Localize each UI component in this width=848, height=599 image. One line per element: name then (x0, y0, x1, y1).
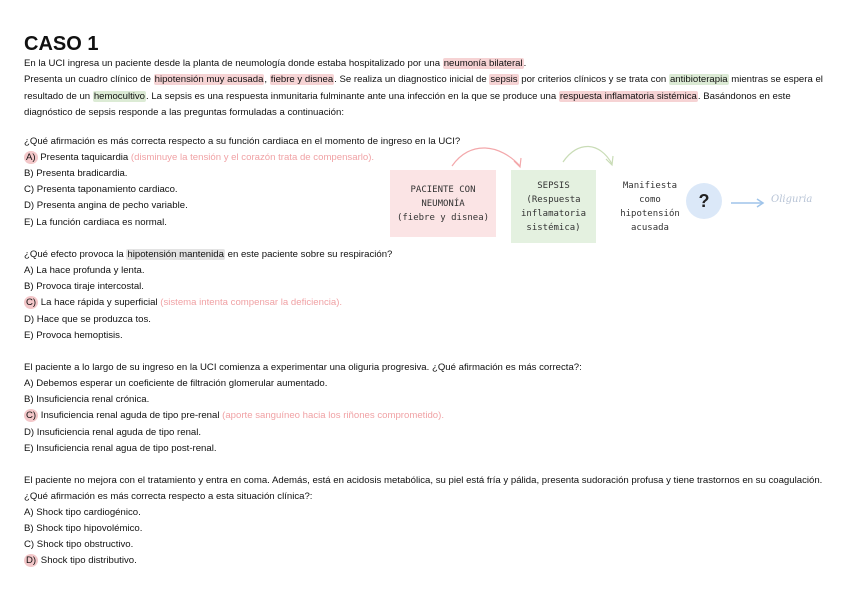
question-text: ¿Qué efecto provoca la (24, 249, 127, 260)
option-text: Shock tipo distributivo. (38, 555, 137, 566)
diagram-box-sepsis (511, 170, 596, 243)
option-letter: B) (24, 168, 34, 179)
option-letter: B) (24, 394, 34, 405)
highlight-respuesta: respuesta inflamatoria sistémica (559, 90, 697, 102)
box-line: inflamatoria (520, 208, 587, 219)
option-letter: D) (24, 427, 35, 438)
intro-text: . Se realiza un diagnostico inicial de (334, 74, 490, 86)
option-text: Shock tipo obstructivo. (34, 539, 134, 550)
option-text: Shock tipo hipovolémico. (33, 523, 143, 534)
option-text: La función cardiaca es normal. (33, 217, 167, 228)
box-line: SEPSIS (537, 180, 570, 191)
option-text: Insuficiencia renal aguda de tipo renal. (34, 427, 202, 438)
q3-option-a (24, 376, 327, 392)
case-title: CASO 1 (24, 33, 99, 55)
question-3: El paciente a lo largo de su ingreso en la UCI comienza a experimentar una oliguria progresiva. ¿Qué afirmación es más correcta?: (24, 362, 582, 373)
box-line: hipotensión (620, 209, 680, 219)
option-text: Hace que se produzca tos. (34, 314, 151, 325)
option-letter: C) (24, 184, 35, 195)
diagram-box-text (620, 179, 680, 235)
box-line: como (639, 195, 661, 205)
question-1: ¿Qué afirmación es más correcta respecto a su función cardiaca en el momento de ingreso en la UCI? (24, 136, 461, 147)
option-text: Presenta angina de pecho variable. (34, 200, 188, 211)
highlight-hipotension: hipotensión muy acusada (154, 74, 264, 86)
option-text: Presenta taquicardia (37, 152, 129, 163)
option-letter: E) (24, 330, 34, 341)
q1-option-a (24, 150, 374, 166)
q3-option-d (24, 425, 201, 441)
option-letter: B) (24, 523, 34, 534)
box-line: PACIENTE CON (410, 184, 476, 195)
option-letter: E) (24, 443, 34, 454)
highlight-neumonia: neumonía bilateral (443, 58, 523, 69)
option-letter: D) (26, 555, 37, 566)
diagram-box-manifiesta (612, 176, 688, 238)
option-letter: D) (24, 314, 35, 325)
option-text: Insuficiencia renal aguda de tipo pre-renal (38, 410, 220, 421)
diagram-box-paciente (390, 170, 496, 237)
intro-text: mientras se espera el resultado de un (24, 74, 823, 102)
q3-option-e (24, 441, 217, 457)
oliguria-label: Oliguria (771, 194, 813, 205)
question-mark-circle: ? (686, 183, 722, 219)
highlight-hipotension-mantenida: hipotensión mantenida (127, 249, 224, 260)
arrow-head-green (606, 156, 613, 165)
option-letter: A) (24, 507, 34, 518)
intro-text: . La sepsis es una respuesta inmunitaria fulminante ante una infección en la que se produce una (146, 90, 559, 102)
option-text: Debemos esperar un coeficiente de filtración glomerular aumentado. (33, 378, 328, 389)
intro-text: Presenta un cuadro clínico de (24, 74, 154, 86)
box-line: (fiebre y disnea) (396, 212, 490, 223)
highlight-sepsis: sepsis (490, 74, 518, 86)
box-line: (Respuesta (526, 194, 581, 205)
q1-option-d (24, 198, 188, 214)
q4-option-b (24, 521, 142, 537)
option-text: Insuficiencia renal crónica. (33, 394, 150, 405)
intro-text: . Basándonos en este diagnóstico de sepsis responde a las preguntas formuladas a continuación: (24, 90, 791, 118)
option-text: Provoca tiraje intercostal. (33, 281, 144, 292)
option-text: La hace rápida y superficial (38, 297, 158, 308)
q2-option-c (24, 295, 342, 311)
q1-option-e (24, 215, 167, 231)
q4-option-a (24, 505, 141, 521)
box-line: sistémica) (526, 222, 581, 233)
arrow-curve-red (452, 148, 520, 166)
answer-note: (sistema intenta compensar la deficiencia). (157, 297, 343, 308)
option-text: Shock tipo cardiogénico. (33, 507, 141, 518)
q4-option-c (24, 537, 133, 553)
box-line: acusada (631, 223, 669, 233)
answer-note: (disminuye la tensión y el corazón trata de compensarlo). (128, 152, 375, 163)
diagram-box-text (521, 179, 586, 235)
intro-paragraph (24, 56, 826, 121)
q1-option-c (24, 182, 178, 198)
q3-option-b (24, 392, 149, 408)
highlight-fiebre: fiebre y disnea (270, 74, 334, 86)
option-letter: A) (24, 378, 34, 389)
highlight-antibioterapia: antibioterapia (669, 74, 728, 86)
question-4: El paciente no mejora con el tratamiento y entra en coma. Además, está en acidosis metabólica, su piel está fría y pálida, presenta sudoración profusa y tiene trastornos en su coagulación. ¿Qué afirmación es más correcta respecto a esta situación clínica?: (24, 475, 823, 503)
question-text: en este paciente sobre su respiración? (224, 249, 393, 260)
option-text: Insuficiencia renal agua de tipo post-renal. (33, 443, 217, 454)
arrow-head-blue (757, 199, 763, 207)
diagram-box-text (397, 183, 489, 225)
question-2 (24, 247, 824, 263)
intro-text: , (264, 74, 270, 86)
option-text: Provoca hemoptisis. (33, 330, 123, 341)
option-letter: A) (26, 152, 36, 163)
q1-option-b (24, 166, 127, 182)
option-letter: B) (24, 281, 34, 292)
answer-note: (aporte sanguíneo hacia los riñones comprometido). (219, 410, 444, 421)
q2-option-b (24, 279, 144, 295)
intro-text: . (523, 58, 527, 69)
intro-text: En la UCI ingresa un paciente desde la planta de neumología donde estaba hospitalizado por una (24, 58, 443, 69)
q2-option-e (24, 328, 123, 344)
option-letter: D) (24, 200, 35, 211)
highlight-hemocultivo: hemocultivo (93, 90, 146, 102)
box-line: Manifiesta (622, 181, 678, 191)
q3-option-c (24, 408, 444, 424)
q2-option-d (24, 312, 151, 328)
option-letter: C) (24, 539, 35, 550)
q4-option-d (24, 553, 137, 569)
option-letter: A) (24, 265, 34, 276)
option-letter: E) (24, 217, 34, 228)
option-text: Presenta bradicardia. (33, 168, 128, 179)
intro-text: por criterios clínicos y se trata con (518, 74, 669, 86)
box-line: NEUMONÍA (421, 198, 465, 209)
q2-option-a (24, 263, 145, 279)
option-letter: C) (26, 297, 37, 308)
arrow-head-red (514, 158, 521, 167)
option-letter: C) (26, 410, 37, 421)
option-text: La hace profunda y lenta. (33, 265, 145, 276)
option-text: Presenta taponamiento cardiaco. (34, 184, 178, 195)
